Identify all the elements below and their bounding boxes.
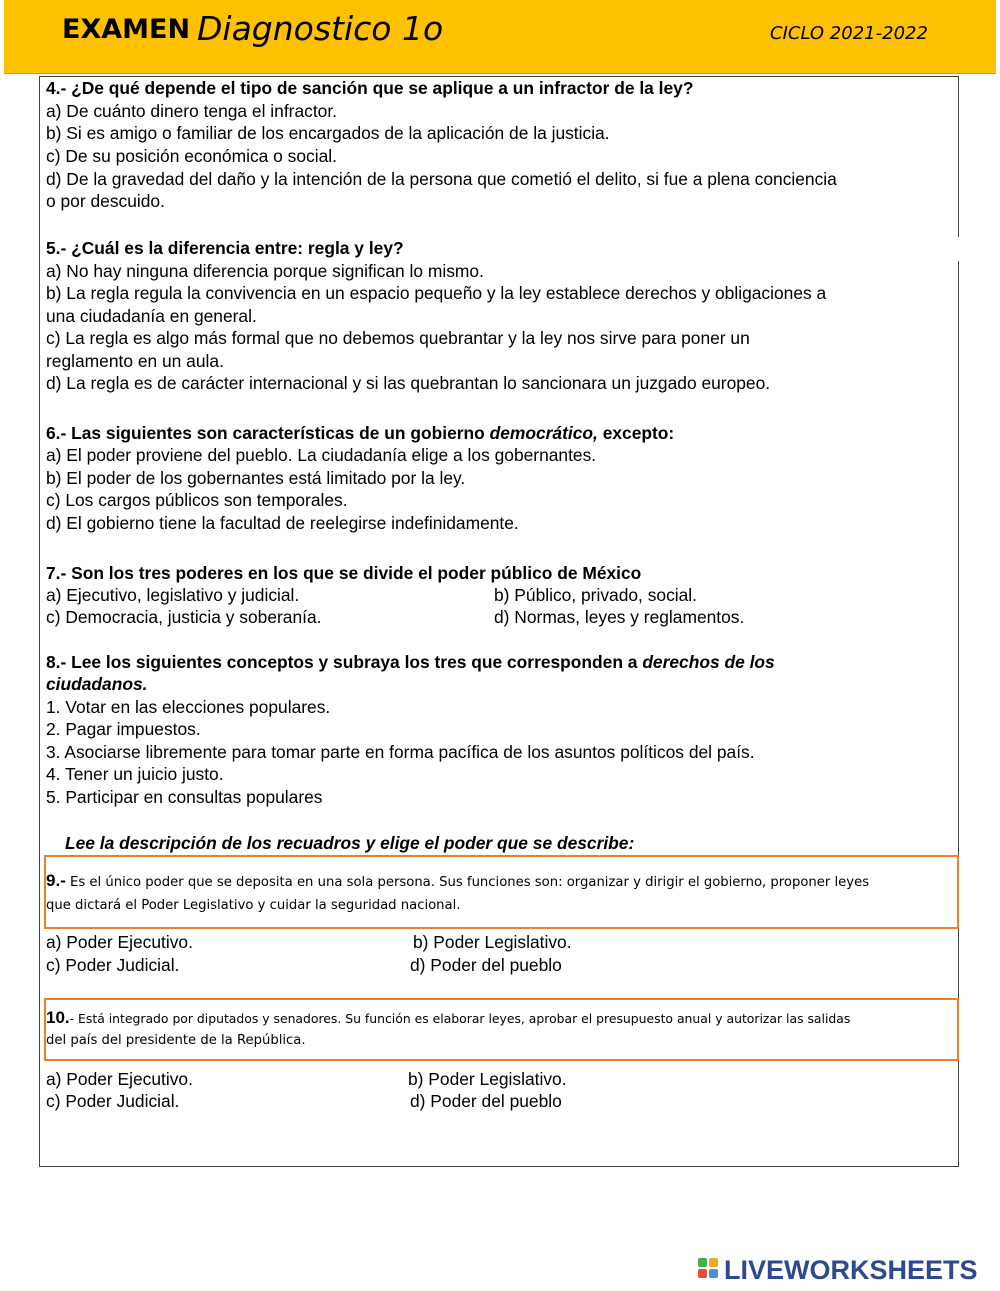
q6-question-italic: democrático, xyxy=(489,423,598,443)
q4-option-d[interactable]: d) De la gravedad del daño y la intención de la persona que cometió el delito, si fue a plena conciencia xyxy=(46,169,837,189)
q4-question: 4.- ¿De qué depende el tipo de sanción que se aplique a un infractor de la ley? xyxy=(46,78,694,98)
q8-item[interactable]: 3. Asociarse libremente para tomar parte en forma pacífica de los asuntos políticos del país. xyxy=(46,742,755,762)
q9-option-a[interactable]: a) Poder Ejecutivo. xyxy=(46,932,193,952)
school-cycle: CICLO 2021-2022 xyxy=(770,23,928,44)
q7-question: 7.- Son los tres poderes en los que se divide el poder público de México xyxy=(46,563,642,583)
q6-option-c[interactable]: c) Los cargos públicos son temporales. xyxy=(46,490,348,510)
q6-question xyxy=(46,422,674,444)
q8-question-cont xyxy=(46,673,147,695)
q7-option-a[interactable]: a) Ejecutivo, legislativo y judicial. xyxy=(46,585,300,605)
q8-item[interactable]: 2. Pagar impuestos. xyxy=(46,719,201,739)
exam-title: Diagnostico 1o xyxy=(197,9,444,48)
q7-option-c[interactable]: c) Democracia, justicia y soberanía. xyxy=(46,607,322,627)
q10-option-c[interactable]: c) Poder Judicial. xyxy=(46,1091,180,1111)
q10-option-b[interactable]: b) Poder Legislativo. xyxy=(408,1069,567,1089)
q9-text-line2: que dictará el Poder Legislativo y cuidar la seguridad nacional. xyxy=(46,898,461,913)
q4-option-a[interactable]: a) De cuánto dinero tenga el infractor. xyxy=(46,101,337,121)
exam-label: EXAMEN xyxy=(62,14,191,45)
q8-question-italic-cont: ciudadanos. xyxy=(46,674,148,694)
q5-option-b[interactable]: b) La regla regula la convivencia en un espacio pequeño y la ley establece derechos y obligaciones a xyxy=(46,283,827,303)
q7-option-b[interactable]: b) Público, privado, social. xyxy=(494,585,697,605)
q5-option-c[interactable]: c) La regla es algo más formal que no debemos quebrantar y la ley nos sirve para poner un xyxy=(46,328,750,348)
q10-option-a[interactable]: a) Poder Ejecutivo. xyxy=(46,1069,193,1089)
q10-number: 10. xyxy=(46,1008,70,1027)
q5-option-d[interactable]: d) La regla es de carácter internacional y si las quebrantan lo sancionara un juzgado europeo. xyxy=(46,373,771,393)
q10-text xyxy=(46,1008,850,1030)
q4-option-c[interactable]: c) De su posición económica o social. xyxy=(46,146,337,166)
q6-option-a[interactable]: a) El poder proviene del pueblo. La ciudadanía elige a los gobernantes. xyxy=(46,445,597,465)
logo-icon xyxy=(698,1258,720,1280)
q4-option-d-cont[interactable]: o por descuido. xyxy=(46,191,165,211)
q8-item[interactable]: 4. Tener un juicio justo. xyxy=(46,764,224,784)
q5-option-a[interactable]: a) No hay ninguna diferencia porque significan lo mismo. xyxy=(46,261,484,281)
exam-header xyxy=(4,0,996,74)
frame-gap xyxy=(955,237,961,261)
q4-option-b[interactable]: b) Si es amigo o familiar de los encargados de la aplicación de la justicia. xyxy=(46,123,610,143)
q9-number: 9.- xyxy=(46,871,66,890)
q10-option-d[interactable]: d) Poder del pueblo xyxy=(410,1091,562,1111)
q5-option-c-cont[interactable]: reglamento en un aula. xyxy=(46,351,224,371)
q9-text xyxy=(46,871,869,893)
logo-text: LIVEWORKSHEETS xyxy=(724,1255,978,1285)
q8-question-start: 8.- Lee los siguientes conceptos y subraya los tres que corresponden a xyxy=(46,652,643,672)
q7-option-d[interactable]: d) Normas, leyes y reglamentos. xyxy=(494,607,745,627)
q6-option-d[interactable]: d) El gobierno tiene la facultad de reelegirse indefinidamente. xyxy=(46,513,519,533)
q9-option-d[interactable]: d) Poder del pueblo xyxy=(410,955,562,975)
q6-option-b[interactable]: b) El poder de los gobernantes está limitado por la ley. xyxy=(46,468,466,488)
q10-text-line1: - Está integrado por diputados y senadores. Su función es elaborar leyes, aprobar el presupuesto anual y autorizar las salidas xyxy=(69,1011,851,1026)
q9-option-b[interactable]: b) Poder Legislativo. xyxy=(413,932,572,952)
q5-question: 5.- ¿Cuál es la diferencia entre: regla y ley? xyxy=(46,238,404,258)
q6-question-start: 6.- Las siguientes son características de un gobierno xyxy=(46,423,490,443)
q5-option-b-cont[interactable]: una ciudadanía en general. xyxy=(46,306,257,326)
q9-text-line1: Es el único poder que se deposita en una sola persona. Sus funciones son: organizar y dirigir el gobierno, proponer leyes xyxy=(65,875,870,890)
q8-question-italic: derechos de los xyxy=(642,652,775,672)
q10-text-line2: del país del presidente de la República. xyxy=(46,1033,306,1048)
instruction-text: Lee la descripción de los recuadros y elige el poder que se describe: xyxy=(65,833,635,853)
q8-item[interactable]: 1. Votar en las elecciones populares. xyxy=(46,697,331,717)
q6-question-end: excepto: xyxy=(597,423,675,443)
q8-question xyxy=(46,651,775,673)
q8-item[interactable]: 5. Participar en consultas populares xyxy=(46,787,323,807)
q9-option-c[interactable]: c) Poder Judicial. xyxy=(46,955,180,975)
